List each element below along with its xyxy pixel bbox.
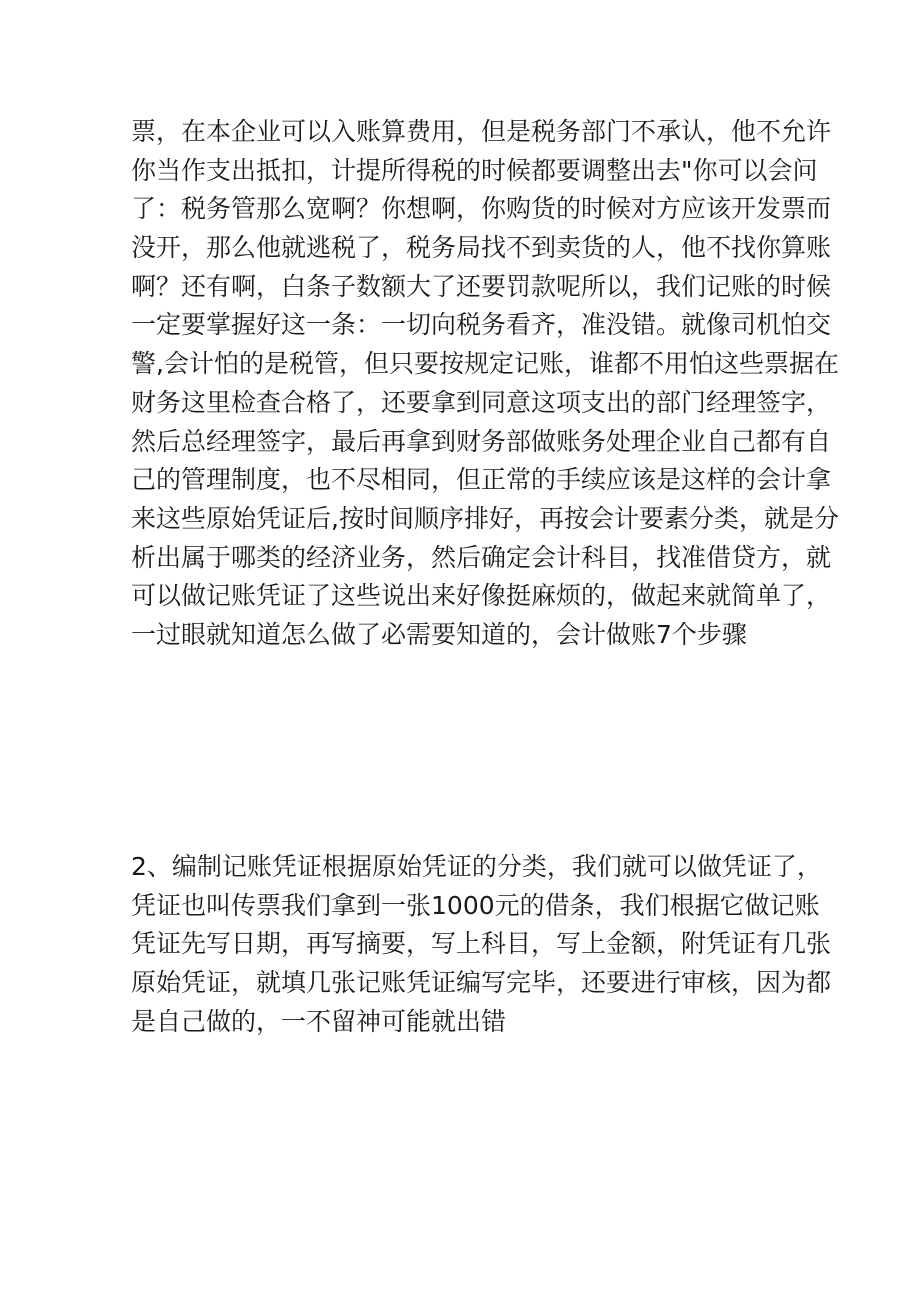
text-line: 你当作支出抵扣，计提所得税的时候都要调整出去"你可以会问	[131, 155, 818, 185]
text-line: 凭证先写日期，再写摘要，写上科目，写上金额，附凭证有几张	[131, 929, 832, 959]
text-line: 没开，那么他就逃税了，税务局找不到卖货的人，他不找你算账	[131, 233, 832, 263]
text-line: 啊？还有啊，白条子数额大了还要罚款呢所以，我们记账的时候	[131, 271, 832, 301]
text-line: 然后总经理签字，最后再拿到财务部做账务处理企业自己都有自	[131, 426, 832, 456]
text-line: 己的管理制度，也不尽相同，但正常的手续应该是这样的会计拿	[131, 465, 832, 495]
text-line: 一过眼就知道怎么做了必需要知道的，会计做账7个步骤	[131, 619, 747, 649]
text-line: 一定要掌握好这一条：一切向税务看齐，准没错。就像司机怕交	[131, 310, 832, 340]
paragraph-tax-compliance	[131, 113, 839, 655]
text-line: 原始凭证，就填几张记账凭证编写完毕，还要进行审核，因为都	[131, 968, 832, 998]
text-line: 凭证也叫传票我们拿到一张1000元的借条，我们根据它做记账	[131, 890, 820, 920]
text-line: 2、编制记账凭证根据原始凭证的分类，我们就可以做凭证了，	[131, 852, 822, 881]
text-line: 是自己做的，一不留神可能就出错	[131, 1006, 507, 1036]
text-line: 警,会计怕的是税管，但只要按规定记账，谁都不用怕这些票据在	[131, 349, 839, 379]
text-line: 可以做记账凭证了这些说出来好像挺麻烦的，做起来就简单了，	[131, 581, 832, 611]
text-line: 了：税务管那么宽啊？你想啊，你购货的时候对方应该开发票而	[131, 194, 832, 224]
text-line: 财务这里检查合格了，还要拿到同意这项支出的部门经理签字，	[131, 387, 832, 417]
text-line: 析出属于哪类的经济业务，然后确定会计科目，找准借贷方，就	[131, 542, 832, 572]
text-line: 来这些原始凭证后,按时间顺序排好，再按会计要素分类，就是分	[131, 503, 839, 533]
paragraph-step-2-voucher	[131, 848, 832, 1041]
text-line: 票，在本企业可以入账算费用，但是税务部门不承认，他不允许	[131, 117, 832, 146]
